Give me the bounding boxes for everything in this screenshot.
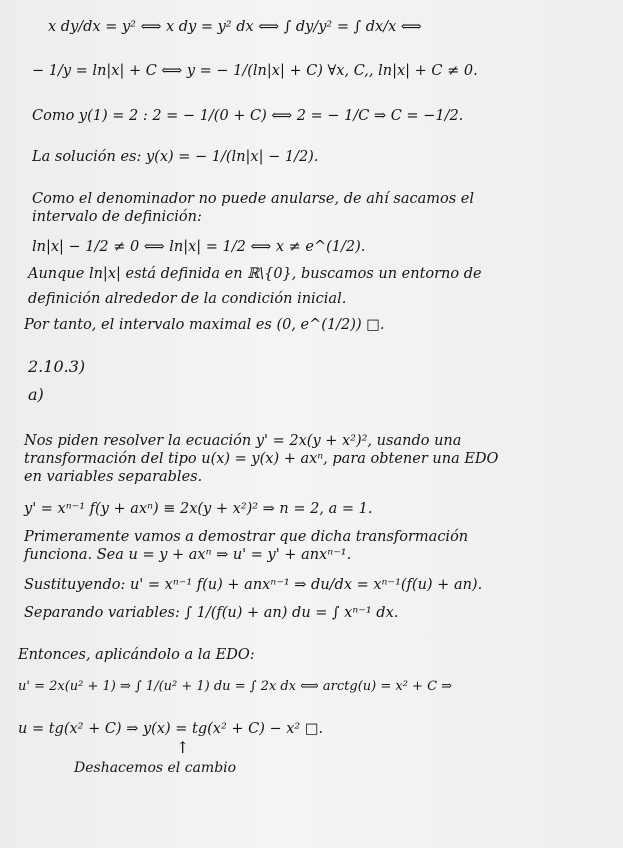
- text-line: Aunque ln|x| está definida en ℝ\{0}, buscamos un entorno de: [28, 266, 482, 282]
- up-arrow-icon: ↑: [176, 738, 190, 757]
- text-line: y' = xⁿ⁻¹ f(y + axⁿ) ≡ 2x(y + x²)² ⇒ n = 2, a = 1.: [24, 501, 373, 517]
- text-line: Primeramente vamos a demostrar que dicha transformación: [24, 529, 469, 545]
- text-line: ln|x| − 1/2 ≠ 0 ⟺ ln|x| = 1/2 ⟺ x ≠ e^(1/2).: [32, 239, 366, 255]
- text-line: Entonces, aplicándolo a la EDO:: [18, 647, 255, 663]
- text-line: Nos piden resolver la ecuación y' = 2x(y + x²)², usando una: [24, 433, 462, 449]
- text-line: Como el denominador no puede anularse, de ahí sacamos el: [32, 191, 475, 207]
- text-line: − 1/y = ln|x| + C ⟺ y = − 1/(ln|x| + C) ∀x, C,, ln|x| + C ≠ 0.: [32, 63, 478, 79]
- text-line: x dy/dx = y² ⟺ x dy = y² dx ⟺ ∫ dy/y² = ∫ dx/x ⟺: [48, 19, 422, 35]
- text-line: transformación del tipo u(x) = y(x) + axⁿ, para obtener una EDO: [24, 451, 499, 467]
- text-line: funciona. Sea u = y + axⁿ ⇒ u' = y' + anxⁿ⁻¹.: [24, 547, 352, 563]
- text-line: intervalo de definición:: [32, 209, 202, 225]
- text-line: en variables separables.: [24, 469, 203, 485]
- text-line: La solución es: y(x) = − 1/(ln|x| − 1/2).: [32, 149, 319, 165]
- text-line: Como y(1) = 2 : 2 = − 1/(0 + C) ⟺ 2 = − 1/C ⇒ C = −1/2.: [32, 108, 464, 124]
- text-line: Sustituyendo: u' = xⁿ⁻¹ f(u) + anxⁿ⁻¹ ⇒ du/dx = xⁿ⁻¹(f(u) + an).: [24, 577, 483, 593]
- text-line: definición alrededor de la condición inicial.: [28, 291, 347, 307]
- text-line: u' = 2x(u² + 1) ⇒ ∫ 1/(u² + 1) du = ∫ 2x dx ⟺ arctg(u) = x² + C ⇒: [18, 679, 453, 694]
- section-number: 2.10.3): [28, 357, 86, 376]
- text-line: u = tg(x² + C) ⇒ y(x) = tg(x² + C) − x² □.: [18, 721, 324, 737]
- text-line: Separando variables: ∫ 1/(f(u) + an) du = ∫ xⁿ⁻¹ dx.: [24, 605, 399, 621]
- text-line: Por tanto, el intervalo maximal es (0, e^(1/2)) □.: [24, 317, 385, 333]
- subsection-label: a): [28, 385, 44, 404]
- annotation: Deshacemos el cambio: [74, 760, 237, 776]
